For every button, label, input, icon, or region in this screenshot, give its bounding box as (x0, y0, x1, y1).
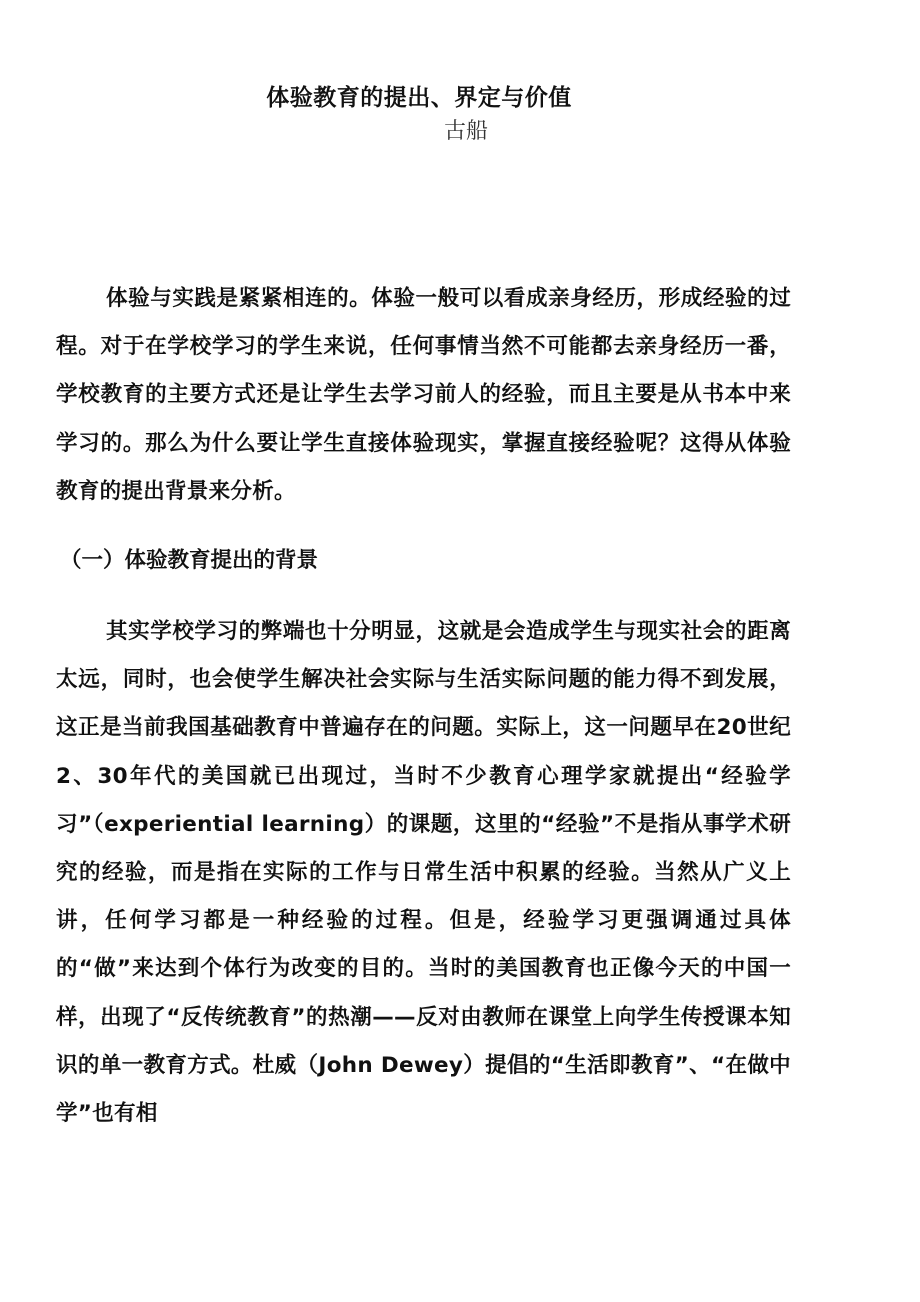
paragraph-intro: 体验与实践是紧紧相连的。体验一般可以看成亲身经历，形成经验的过程。对于在学校学习的学生来说，任何事情当然不可能都去亲身经历一番，学校教育的主要方式还是让学生去学习前人的经验，而且主要是从书本中来学习的。那么为什么要让学生直接体验现实，掌握直接经验呢？这得从体验教育的提出背景来分析。 (56, 286, 791, 504)
section-heading: （一）体验教育提出的背景 (60, 548, 319, 573)
document-author: 古船 (443, 119, 488, 144)
paragraph-background: 其实学校学习的弊端也十分明显，这就是会造成学生与现实社会的距离太远，同时，也会使学生解决社会实际与生活实际问题的能力得不到发展，这正是当前我国基础教育中普遍存在的问题。实际上，这一问题早在20世纪2、30年代的美国就已出现过，当时不少教育心理学家就提出“经验学习”（experiential learning）的课题，这里的“经验”不是指从事学术研究的经验，而是指在实际的工作与日常生活中积累的经验。当然从广义上讲，任何学习都是一种经验的过程。但是，经验学习更强调通过具体的“做”来达到个体行为改变的目的。当时的美国教育也正像今天的中国一样，出现了“反传统教育”的热潮——反对由教师在课堂上向学生传授课本知识的单一教育方式。杜威（John Dewey）提倡的“生活即教育”、“在做中学”也有相 (56, 619, 791, 1127)
document-title: 体验教育的提出、界定与价值 (266, 85, 572, 112)
